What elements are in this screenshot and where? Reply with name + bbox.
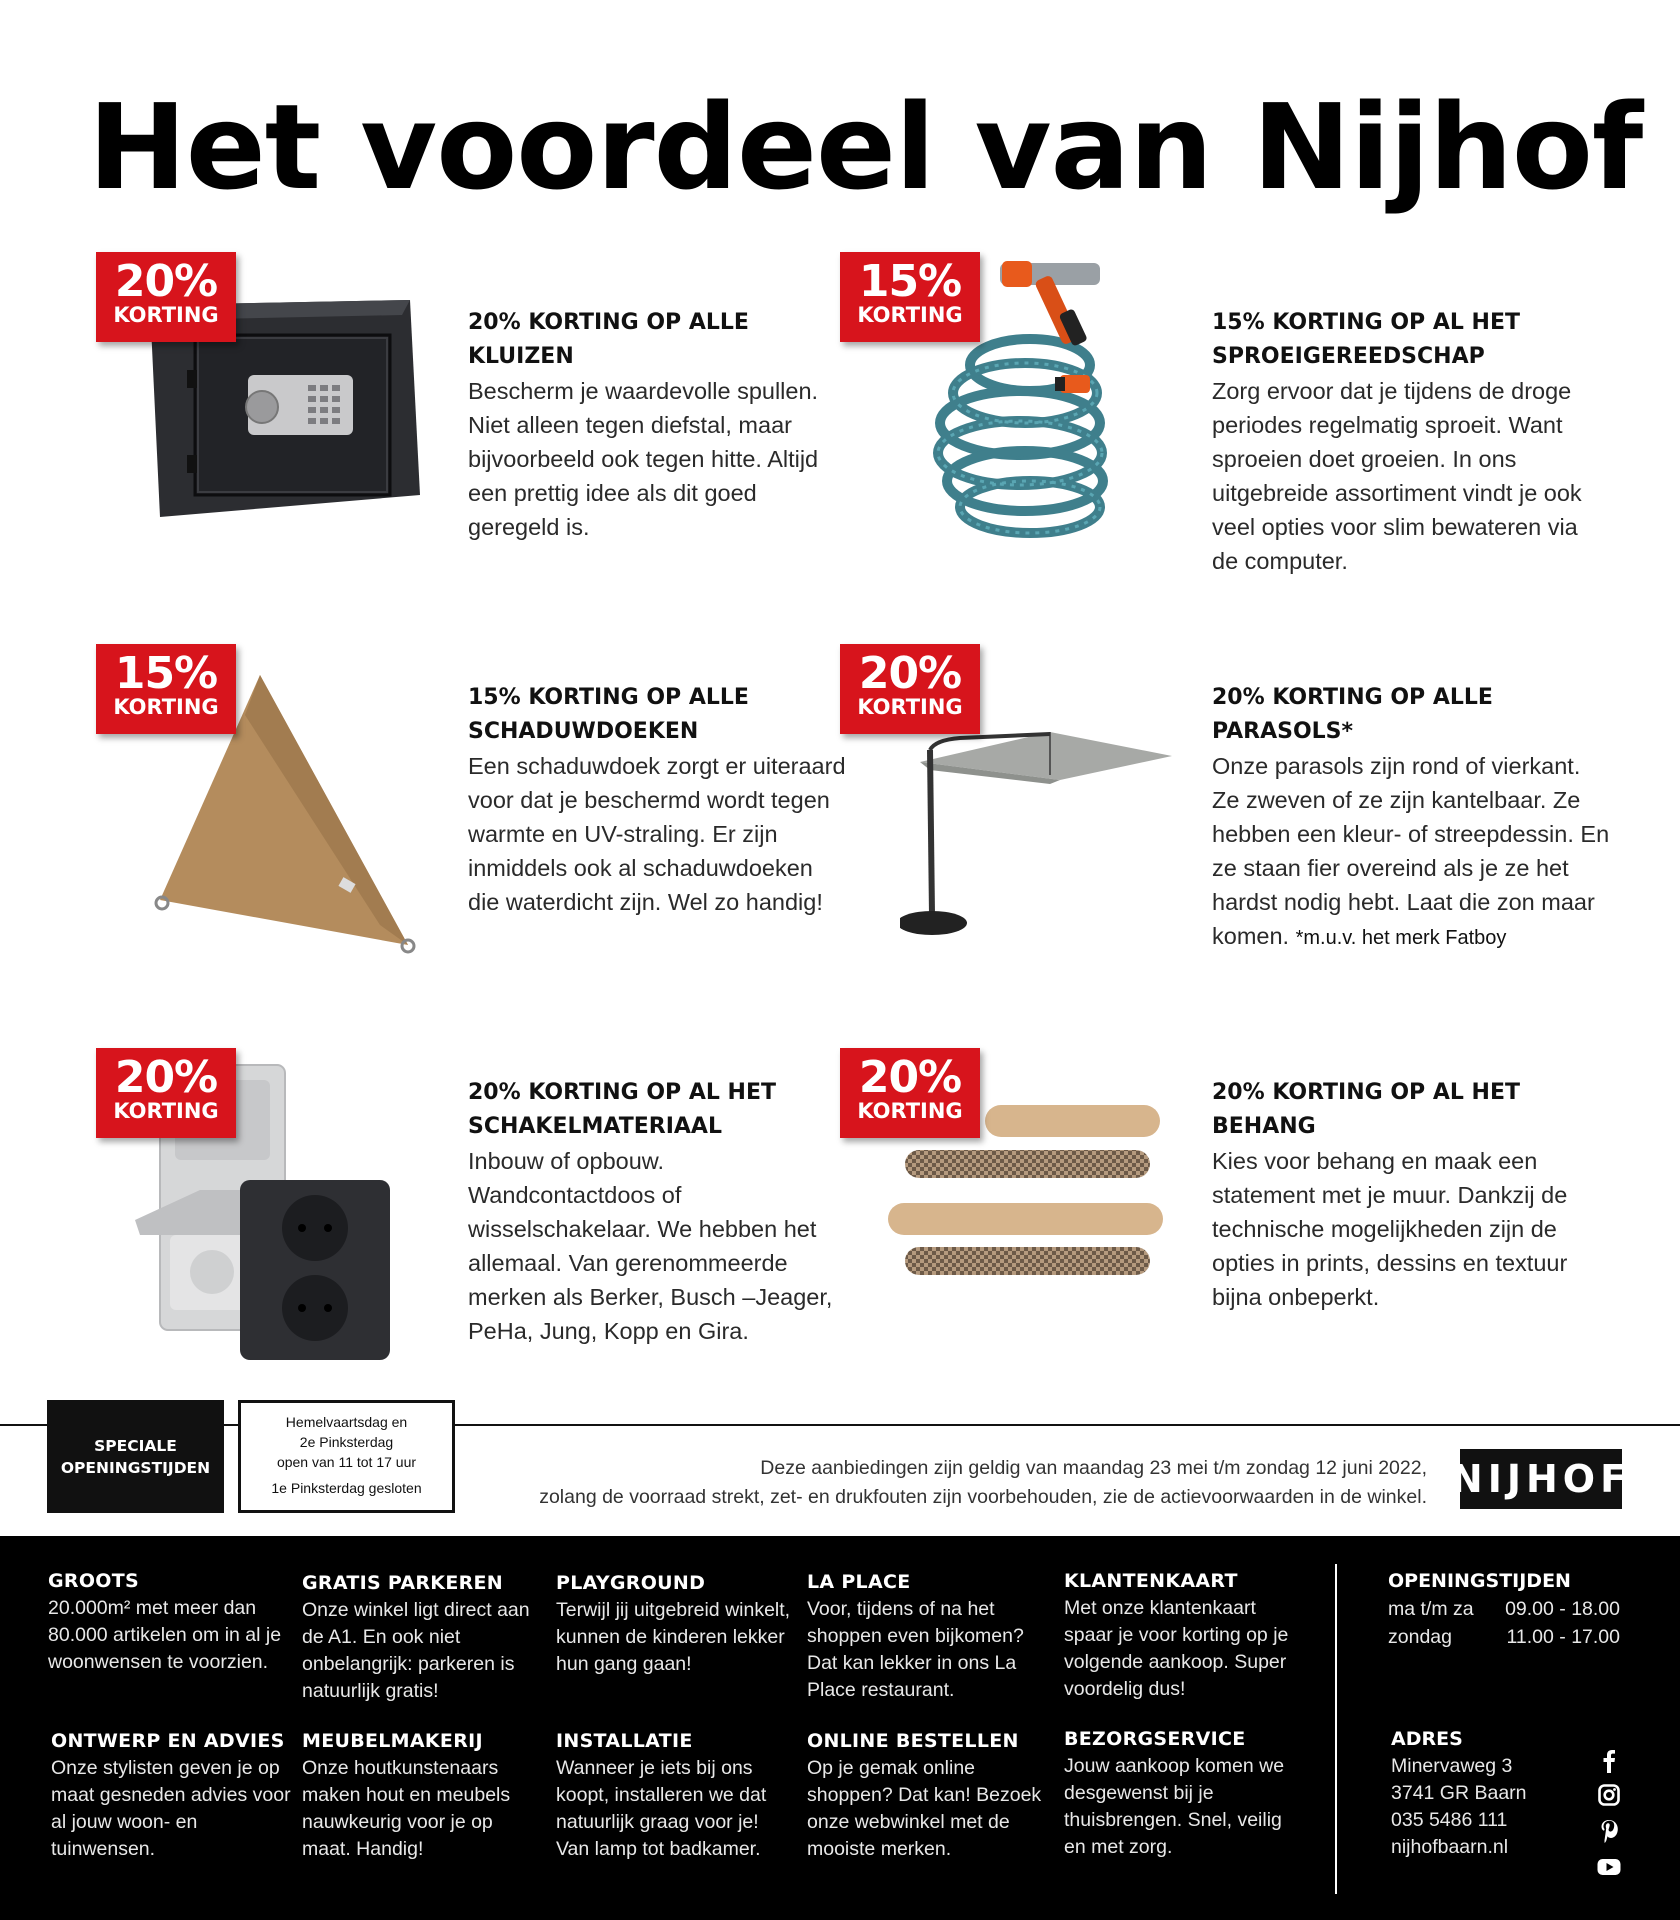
footer-col-title: KLANTENKAART bbox=[1064, 1570, 1238, 1592]
offer-body: Inbouw of opbouw. Wandcontactdoos of wisselschakelaar. We hebben het allemaal. Van gerenommeerde merken als Berker, Busch –Jeager, PeHa, Jung, Kopp en Gira. bbox=[468, 1148, 833, 1344]
address-title: ADRES bbox=[1391, 1728, 1463, 1750]
youtube-icon[interactable] bbox=[1596, 1854, 1622, 1880]
badge-percentage: 20% bbox=[858, 648, 962, 699]
offer-text bbox=[468, 681, 848, 919]
holiday-line: 1e Pinksterdag gesloten bbox=[271, 1480, 422, 1496]
footer-col-playground bbox=[556, 1570, 796, 1678]
badge-label: KORTING bbox=[113, 303, 219, 327]
nijhof-logo[interactable]: NIJHOF bbox=[1460, 1449, 1622, 1509]
offer-body: Zorg ervoor dat je tijdens de droge periodes regelmatig sproeit. Want sproeien doet groeien. In ons uitgebreide assortiment vindt je ook veel opties voor slim bewateren via de computer. bbox=[1212, 378, 1582, 574]
badge-label: KORTING bbox=[113, 1099, 219, 1123]
hours-time: 11.00 - 17.00 bbox=[1506, 1626, 1620, 1648]
badge-label: KORTING bbox=[857, 695, 963, 719]
offer-heading: 20% KORTING OP ALLE PARASOLS* bbox=[1212, 685, 1493, 744]
footer-col-online bbox=[807, 1728, 1047, 1863]
footer-col-text: Terwijl jij uitgebreid winkelt, kunnen de kinderen lekker hun gang gaan! bbox=[556, 1599, 791, 1675]
badge-label: KORTING bbox=[113, 695, 219, 719]
hours-time: 09.00 - 18.00 bbox=[1505, 1598, 1620, 1620]
footer-col-title: ONTWERP EN ADVIES bbox=[51, 1730, 285, 1752]
footer-col-meubelmakerij bbox=[302, 1728, 542, 1863]
validity-line: Deze aanbiedingen zijn geldig van maandag 23 mei t/m zondag 12 juni 2022, bbox=[760, 1457, 1427, 1479]
page-title: Het voordeel van Nijhof bbox=[88, 78, 1643, 216]
footer-col-text: 20.000m² met meer dan 80.000 artikelen om in al je woonwensen te voorzien. bbox=[48, 1597, 282, 1673]
footer-col-bezorg bbox=[1064, 1726, 1304, 1861]
discount-badge bbox=[96, 252, 236, 342]
footer-col-title: GROOTS bbox=[48, 1570, 139, 1592]
badge-percentage: 20% bbox=[858, 1052, 962, 1103]
offer-text bbox=[1212, 306, 1607, 578]
holiday-line: open van 11 tot 17 uur bbox=[276, 1454, 417, 1470]
footer-col-text: Jouw aankoop komen we desgewenst bij je thuisbrengen. Snel, veilig en met zorg. bbox=[1064, 1755, 1285, 1858]
hours-row bbox=[1388, 1623, 1620, 1651]
offer-heading: 15% KORTING OP ALLE SCHADUWDOEKEN bbox=[468, 685, 749, 744]
opening-hours-title: OPENINGSTIJDEN bbox=[1388, 1570, 1571, 1592]
hours-day: ma t/m za bbox=[1388, 1598, 1474, 1620]
parasol-image bbox=[900, 720, 1180, 945]
validity-notice bbox=[539, 1454, 1427, 1512]
offer-body: Kies voor behang en maak een statement met je muur. Dankzij de technische mogelijkheden zijn de opties in prints, dessins en textuur bijna onbeperkt. bbox=[1212, 1148, 1568, 1310]
badge-percentage: 20% bbox=[114, 1052, 218, 1103]
hours-row bbox=[1388, 1595, 1620, 1623]
hours-day: zondag bbox=[1388, 1626, 1452, 1648]
footer-col-klantenkaart bbox=[1064, 1568, 1304, 1703]
footer-col-title: PLAYGROUND bbox=[556, 1572, 706, 1594]
footer-col-text: Wanneer je iets bij ons koopt, installeren we dat natuurlijk graag voor je! Van lamp tot badkamer. bbox=[556, 1757, 767, 1860]
offer-body: Bescherm je waardevolle spullen. Niet alleen tegen diefstal, maar bijvoorbeeld ook tegen hitte. Altijd een prettig idee als dit goed geregeld is. bbox=[468, 378, 819, 540]
offer-footnote: *m.u.v. het merk Fatboy bbox=[1295, 927, 1507, 949]
special-hours-label: SPECIALE OPENINGSTIJDEN bbox=[47, 1400, 224, 1513]
discount-badge bbox=[840, 252, 980, 342]
footer-col-ontwerp bbox=[51, 1728, 291, 1863]
footer-col-text: Onze stylisten geven je op maat gesneden advies voor al jouw woon- en tuinwensen. bbox=[51, 1757, 291, 1860]
footer-col-title: GRATIS PARKEREN bbox=[302, 1572, 504, 1594]
offer-heading: 20% KORTING OP AL HET BEHANG bbox=[1212, 1080, 1520, 1139]
offer-heading: 20% KORTING OP ALLE KLUIZEN bbox=[468, 310, 749, 369]
address bbox=[1391, 1726, 1591, 1861]
discount-badge bbox=[840, 1048, 980, 1138]
address-city: 3741 GR Baarn bbox=[1391, 1782, 1527, 1804]
badge-percentage: 15% bbox=[858, 256, 962, 307]
validity-line: zolang de voorraad strekt, zet- en drukfouten zijn voorbehouden, zie de actievoorwaarden in de winkel. bbox=[539, 1486, 1427, 1508]
badge-label: KORTING bbox=[857, 303, 963, 327]
discount-badge bbox=[96, 644, 236, 734]
footer-col-parkeren bbox=[302, 1570, 542, 1705]
offer-heading: 20% KORTING OP AL HET SCHAKELMATERIAAL bbox=[468, 1080, 776, 1139]
address-website[interactable]: nijhofbaarn.nl bbox=[1391, 1836, 1509, 1858]
footer-col-text: Op je gemak online shoppen? Dat kan! Bezoek onze webwinkel met de mooiste merken. bbox=[807, 1757, 1042, 1860]
offer-body: Onze parasols zijn rond of vierkant. Ze zweven of ze zijn kantelbaar. Ze hebben een kleur- of streepdessin. En ze staan fier overeind als je ze het hardst nodig hebt. Laat die zon maar komen. bbox=[1212, 753, 1610, 949]
offer-text bbox=[468, 1076, 838, 1348]
footer-col-text: Onze houtkunstenaars maken hout en meubels nauwkeurig voor je op maat. Handig! bbox=[302, 1757, 511, 1860]
footer-col-text: Voor, tijdens of na het shoppen even bijkomen? Dat kan lekker in ons La Place restaurant. bbox=[807, 1598, 1024, 1701]
footer-col-title: INSTALLATIE bbox=[556, 1730, 693, 1752]
discount-badge bbox=[96, 1048, 236, 1138]
footer-col-title: BEZORGSERVICE bbox=[1064, 1728, 1246, 1750]
address-phone[interactable]: 035 5486 111 bbox=[1391, 1809, 1508, 1831]
footer-col-title: MEUBELMAKERIJ bbox=[302, 1730, 483, 1752]
badge-percentage: 20% bbox=[114, 256, 218, 307]
badge-percentage: 15% bbox=[114, 648, 218, 699]
footer-col-title: LA PLACE bbox=[807, 1571, 911, 1593]
offer-body: Een schaduwdoek zorgt er uiteraard voor dat je beschermd wordt tegen warmte en UV-straling. Er zijn inmiddels ook al schaduwdoeken die waterdicht zijn. Wel zo handig! bbox=[468, 753, 846, 915]
footer-divider bbox=[1335, 1564, 1337, 1894]
holiday-line: Hemelvaartsdag en bbox=[285, 1414, 408, 1430]
holiday-hours-box bbox=[238, 1400, 455, 1513]
offer-text bbox=[1212, 1076, 1612, 1314]
instagram-icon[interactable] bbox=[1596, 1782, 1622, 1808]
footer-col-title: ONLINE BESTELLEN bbox=[807, 1730, 1019, 1752]
discount-badge bbox=[840, 644, 980, 734]
opening-hours bbox=[1388, 1568, 1648, 1651]
footer-col-text: Onze winkel ligt direct aan de A1. En ook niet onbelangrijk: parkeren is natuurlijk gratis! bbox=[302, 1599, 530, 1702]
holiday-line: 2e Pinksterdag bbox=[299, 1434, 394, 1450]
footer bbox=[0, 1536, 1680, 1920]
footer-col-text: Met onze klantenkaart spaar je voor korting op je volgende aankoop. Super voordelig dus! bbox=[1064, 1597, 1289, 1700]
pinterest-icon[interactable] bbox=[1596, 1818, 1622, 1844]
facebook-icon[interactable] bbox=[1596, 1748, 1622, 1774]
badge-label: KORTING bbox=[857, 1099, 963, 1123]
footer-col-installatie bbox=[556, 1728, 796, 1863]
address-street: Minervaweg 3 bbox=[1391, 1755, 1513, 1777]
footer-col-laplace bbox=[807, 1569, 1047, 1704]
offer-text bbox=[1212, 681, 1612, 955]
offer-text bbox=[468, 306, 828, 544]
footer-col-groots bbox=[48, 1568, 288, 1676]
offer-heading: 15% KORTING OP AL HET SPROEIGEREEDSCHAP bbox=[1212, 310, 1520, 369]
